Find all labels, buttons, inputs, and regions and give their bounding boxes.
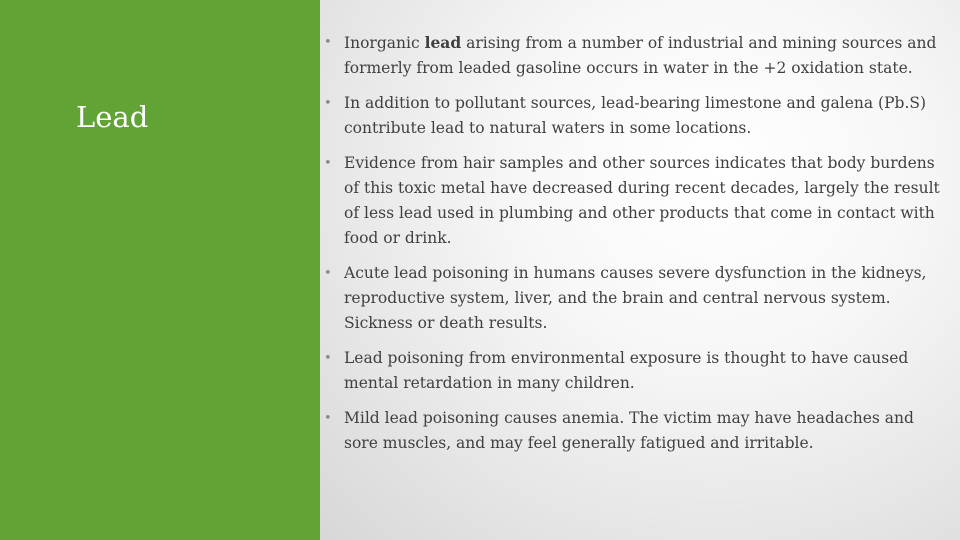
bullet-item: [320, 406, 944, 456]
bullet-dot-icon: •: [324, 96, 332, 111]
bullet-dot-icon: •: [324, 351, 332, 366]
bullet-item: [320, 261, 944, 336]
bullet-text: Evidence from hair samples and other sources indicates that body burdens of this toxic metal have decreased during recent decades, largely the result of less lead used in plumbing and other products that come in contact with food or drink.: [344, 154, 940, 247]
bullet-text: arising from a number of industrial and mining sources and formerly from leaded gasoline occurs in water in the +2 oxidation state.: [344, 34, 937, 77]
bullet-item: [320, 151, 944, 251]
bullet-text: In addition to pollutant sources, lead-bearing limestone and galena (Pb.S) contribute lead to natural waters in some locations.: [344, 94, 927, 137]
bullet-item: [320, 346, 944, 396]
title-panel: [0, 0, 320, 540]
bullet-item: [320, 30, 944, 81]
bullet-bold-text: lead: [424, 33, 462, 52]
bullet-text: Lead poisoning from environmental exposure is thought to have caused mental retardation in many children.: [344, 349, 909, 392]
bullet-item: [320, 91, 944, 141]
bullet-dot-icon: •: [324, 156, 332, 171]
slide-title: Lead: [76, 100, 149, 134]
bullet-dot-icon: •: [324, 35, 332, 50]
content-panel: [320, 0, 960, 540]
bullet-text: Acute lead poisoning in humans causes severe dysfunction in the kidneys, reproductive system, liver, and the brain and central nervous system. Sickness or death results.: [344, 264, 927, 332]
bullet-dot-icon: •: [324, 411, 332, 426]
bullet-dot-icon: •: [324, 266, 332, 281]
bullet-text: Mild lead poisoning causes anemia. The victim may have headaches and sore muscles, and may feel generally fatigued and irritable.: [344, 409, 914, 452]
bullet-list: [320, 30, 944, 466]
bullet-text: Inorganic: [344, 34, 425, 52]
